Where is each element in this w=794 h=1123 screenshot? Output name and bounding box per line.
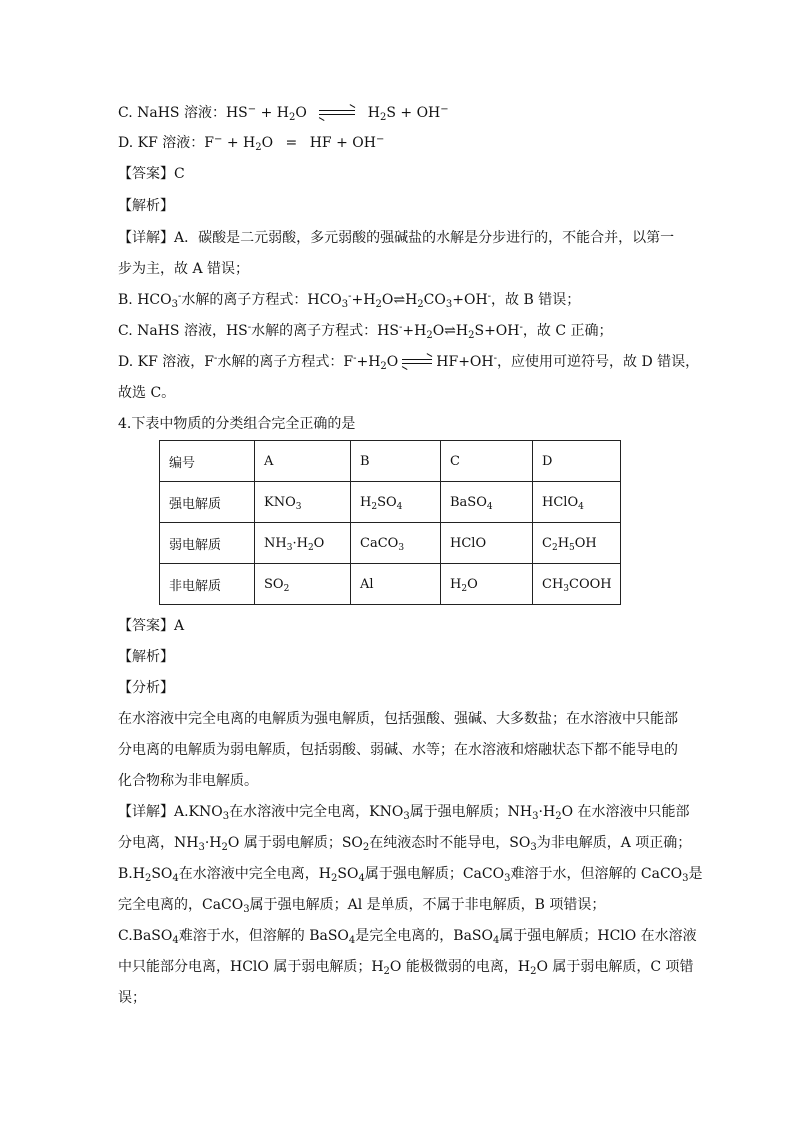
text: 在水溶液中完全电离，KNO	[229, 804, 404, 820]
sup: -	[519, 322, 523, 333]
text: B.H	[118, 866, 145, 882]
sup: -	[487, 291, 492, 302]
detail-c-line-2	[118, 957, 694, 977]
sub: 4	[172, 935, 179, 946]
text: D. KF 溶液：F	[118, 135, 214, 151]
table-header-cell: B	[351, 441, 441, 482]
sub: 2	[307, 542, 314, 553]
table-row	[160, 564, 621, 605]
sub: 3	[171, 299, 178, 310]
sub: 3	[530, 842, 537, 853]
text: 在纯液态时不能导电，SO	[369, 835, 531, 851]
text: +H	[351, 292, 376, 308]
text: CO	[423, 292, 446, 308]
text: C. NaHS 溶液：HS	[118, 105, 248, 121]
table-header-cell: 编号	[160, 441, 255, 482]
text: 水解的离子方程式：F	[217, 354, 354, 370]
sub: 3	[295, 501, 302, 512]
text: ，故 B 错误；	[491, 292, 581, 308]
table-row	[160, 441, 621, 482]
text: 是完全电离的，BaSO	[355, 928, 493, 944]
conclusion: 故选 C。	[118, 385, 176, 401]
sub: 3	[532, 811, 539, 822]
text: C.BaSO	[118, 928, 173, 944]
sup: -	[398, 322, 403, 333]
text: +H	[356, 354, 381, 370]
text: H	[557, 535, 570, 551]
question-4: 4.下表中物质的分类组合完全正确的是	[118, 416, 356, 432]
text: O	[313, 535, 325, 551]
text: 难溶于水，但溶解的 BaSO	[178, 928, 349, 944]
text: SO	[264, 576, 284, 592]
sub: 4	[348, 935, 356, 946]
text: SO	[151, 866, 173, 882]
text: 水解的离子方程式：HCO	[181, 292, 342, 308]
text: O	[295, 105, 307, 121]
text: HF + OH	[309, 135, 376, 151]
text: 在水溶液中完全电离，H	[178, 866, 331, 882]
sub: 2	[417, 299, 424, 310]
option-d	[118, 133, 384, 153]
classification-table	[159, 440, 621, 605]
sub: 2	[555, 811, 562, 822]
sub: 2	[144, 873, 152, 884]
text: 是	[688, 866, 703, 882]
sub: 2	[289, 112, 296, 123]
sub: 3	[198, 842, 205, 853]
text: OH	[574, 535, 597, 551]
sub: 2	[380, 361, 387, 372]
sup: −	[247, 104, 257, 115]
analysis-line-3: 化合物称为非电解质。	[118, 773, 258, 789]
text: 分电离，NH	[118, 835, 199, 851]
sub: 4	[578, 501, 584, 512]
sub: 4	[396, 501, 403, 512]
analysis-heading-1: 【解析】	[118, 198, 174, 214]
sup: -	[348, 291, 352, 302]
sub: 2	[379, 112, 387, 123]
text: C	[542, 535, 552, 551]
sub: 4	[172, 873, 179, 884]
text: S+OH	[474, 323, 520, 339]
detail-c-line-3: 误；	[118, 990, 146, 1006]
sub: 4	[486, 501, 493, 512]
text: 为非电解质，A 项正确；	[536, 835, 692, 851]
sub: 2	[375, 299, 382, 310]
answer-1: 【答案】C	[118, 166, 185, 182]
sup: -	[247, 322, 252, 333]
text: O	[386, 354, 399, 370]
text: O	[261, 135, 274, 151]
table-cell	[441, 523, 533, 564]
table-header-cell: A	[255, 441, 351, 482]
detail-line-2: 步为主，故 A 错误；	[118, 261, 250, 277]
table-cell	[441, 482, 533, 523]
sub: 3	[563, 583, 570, 594]
sub: 3	[222, 811, 230, 822]
detail-a-line-1	[118, 802, 690, 822]
sub: 2	[426, 330, 433, 341]
table-header-cell: D	[533, 441, 621, 482]
row-label: 强电解质	[160, 482, 255, 523]
sub: 2	[362, 842, 370, 853]
detail-a-line-2	[118, 833, 691, 853]
sup: -	[353, 353, 357, 364]
option-c	[118, 103, 449, 123]
text: +H	[402, 323, 427, 339]
table-cell	[351, 523, 441, 564]
text: BaSO	[450, 494, 487, 510]
sub: 2	[461, 583, 468, 594]
row-label: 非电解质	[160, 564, 255, 605]
sup: -	[177, 291, 182, 302]
text: H	[360, 494, 372, 510]
text: 水解的离子方程式：HS	[251, 323, 399, 339]
sub: 2	[468, 330, 475, 341]
text: C. NaHS 溶液，HS	[118, 323, 248, 339]
text: 属于强电解质；CaCO	[364, 866, 505, 882]
sub: 2	[331, 873, 338, 884]
sub: 2	[283, 583, 290, 594]
text: COOH	[569, 576, 612, 592]
sub: 3	[398, 542, 405, 553]
sub: 2	[383, 966, 390, 977]
sub: 3	[445, 299, 453, 310]
text: O⇌H	[381, 292, 418, 308]
text: ，应使用可逆符号，故 D 错误，	[497, 354, 700, 370]
table-cell	[255, 564, 351, 605]
table-row	[160, 523, 621, 564]
table-cell	[255, 482, 351, 523]
sup: −	[375, 134, 385, 145]
sub: 3	[504, 873, 511, 884]
text: HClO	[450, 535, 487, 551]
row-label: 弱电解质	[160, 523, 255, 564]
sup: -	[493, 353, 498, 364]
sub: 2	[255, 142, 262, 153]
analysis-heading-2: 【解析】	[118, 649, 174, 665]
text: H	[450, 576, 462, 592]
text: SO	[337, 866, 359, 882]
text: ·H	[204, 835, 222, 851]
table-cell	[533, 482, 621, 523]
table-cell	[441, 564, 533, 605]
text: CH	[542, 576, 564, 592]
sub: 3	[403, 811, 410, 822]
detail-b-line-1	[118, 864, 703, 884]
table-cell	[533, 523, 621, 564]
text: D. KF 溶液，F	[118, 354, 214, 370]
sub: 2	[551, 542, 558, 553]
text: HF+OH	[436, 354, 494, 370]
sup: −	[213, 134, 223, 145]
sup: −	[440, 104, 449, 115]
text: HClO	[542, 494, 579, 510]
table-cell	[533, 564, 621, 605]
text: Al	[360, 576, 374, 592]
text: O 属于弱电解质；SO	[227, 835, 363, 851]
text: O	[467, 576, 478, 592]
text: 难溶于水，但溶解的 CaCO	[510, 866, 683, 882]
answer-2: 【答案】A	[118, 618, 185, 634]
text: NH	[264, 535, 287, 551]
equilibrium-arrow-icon	[317, 108, 357, 118]
text: 属于强电解质；NH	[409, 804, 533, 820]
sup: -	[213, 353, 218, 364]
detail-line-1: 【详解】A．碳酸是二元弱酸，多元弱酸的强碱盐的水解是分步进行的，不能合并，以第一	[118, 230, 675, 246]
table-header-cell: C	[441, 441, 533, 482]
analysis-line-1: 在水溶液中完全电离的电解质为强电解质，包括强酸、强碱、大多数盐；在水溶液中只能部	[118, 711, 678, 727]
detail-c-line-1	[118, 926, 697, 946]
table-cell	[351, 564, 441, 605]
text: 【详解】A.KNO	[118, 804, 223, 820]
text: 完全电离的，CaCO	[118, 897, 244, 913]
text: + H	[226, 135, 256, 151]
text: B. HCO	[118, 292, 172, 308]
text: O 属于弱电解质，C 项错	[536, 959, 694, 975]
sub: 3	[682, 873, 689, 884]
sub: 3	[341, 299, 349, 310]
sub: 2	[530, 966, 537, 977]
text: ，故 C 正确；	[522, 323, 613, 339]
text: 属于强电解质；Al 是单质，不属于非电解质，B 项错误；	[249, 897, 606, 913]
text: H	[367, 105, 380, 121]
sub: 2	[371, 501, 378, 512]
text: O 能极微弱的电离，H	[389, 959, 531, 975]
text: KNO	[264, 494, 296, 510]
text: ·H	[292, 535, 308, 551]
b-explanation	[118, 290, 580, 310]
table-row	[160, 482, 621, 523]
sub: 4	[358, 873, 365, 884]
equals-sign: =	[285, 135, 298, 151]
text: SO	[377, 494, 397, 510]
detail-b-line-2	[118, 895, 605, 915]
c-explanation	[118, 321, 613, 341]
text: O 在水溶液中只能部	[561, 804, 690, 820]
text: CaCO	[360, 535, 399, 551]
analysis-line-2: 分电离的电解质为弱电解质，包括弱酸、弱碱、水等；在水溶液和熔融状态下都不能导电的	[118, 742, 678, 758]
sub: 2	[221, 842, 228, 853]
fenxi-heading: 【分析】	[118, 680, 174, 696]
text: 属于强电解质；HClO 在水溶液	[499, 928, 697, 944]
text: O⇌H	[432, 323, 469, 339]
text: + H	[260, 105, 289, 121]
sub: 3	[243, 904, 250, 915]
table-cell	[255, 523, 351, 564]
text: 中只能部分电离，HClO 属于弱电解质；H	[118, 959, 384, 975]
sub: 4	[492, 935, 500, 946]
sub: 5	[569, 542, 575, 553]
text: ·H	[538, 804, 556, 820]
text: S + OH	[386, 105, 441, 121]
long-arrow-icon	[400, 357, 434, 367]
text: +OH	[452, 292, 488, 308]
d-explanation	[118, 352, 699, 372]
sub: 3	[286, 542, 293, 553]
table-cell	[351, 482, 441, 523]
